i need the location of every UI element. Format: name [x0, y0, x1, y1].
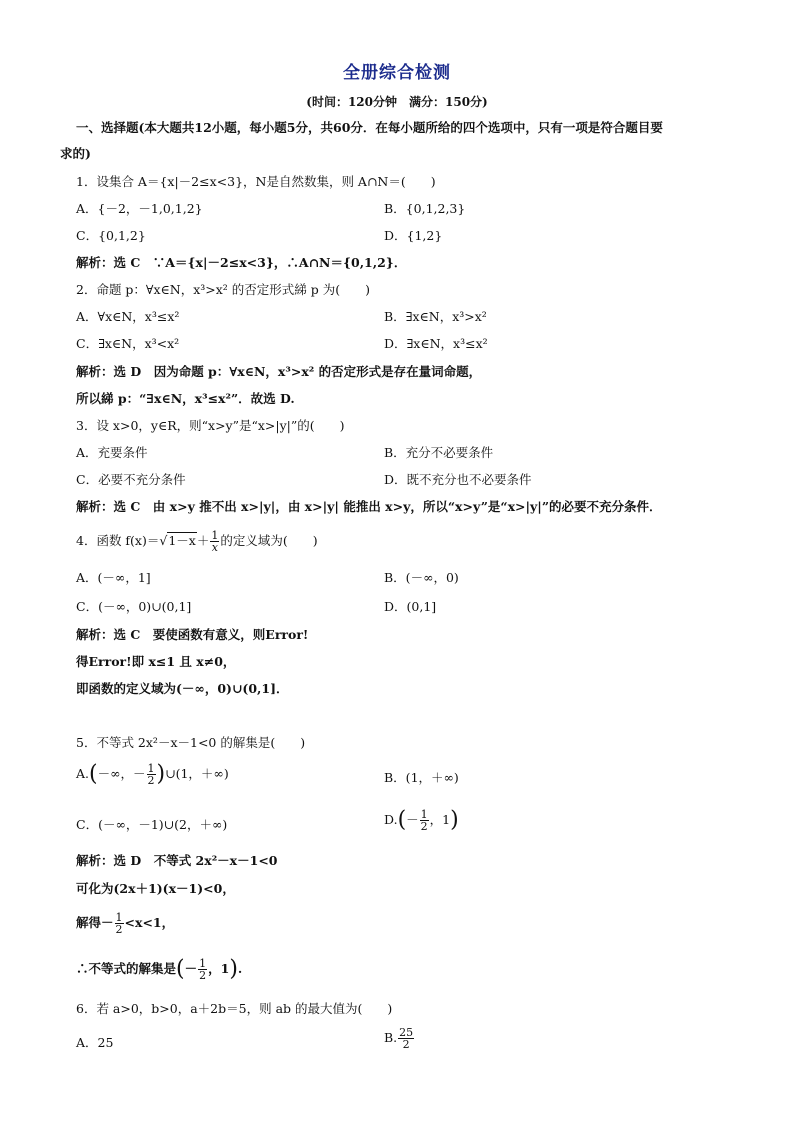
question-4-solution-line1: 解析：选 C 要使函数有意义，则Error!	[76, 627, 309, 642]
question-5-solution-line4	[76, 958, 242, 981]
question-3-solution: 解析：选 C 由 x>y 推不出 x>|y|，由 x>|y| 能推出 x>y，所以“x>y”是“x>|y|”的必要不充分条件．	[76, 499, 662, 514]
right-paren: )	[156, 761, 166, 787]
question-1-stem: 1．设集合 A＝{x|－2≤x<3}，N是自然数集，则 A∩N＝( )	[76, 174, 436, 189]
question-3-option-c: C．必要不充分条件	[76, 472, 186, 487]
question-3-option-b: B．充分不必要条件	[384, 445, 494, 460]
fraction-denominator: x	[211, 541, 218, 554]
q4-plus: ＋	[196, 533, 210, 548]
question-4-stem	[76, 530, 318, 553]
fraction	[198, 958, 207, 981]
fraction-numerator: 1	[211, 529, 219, 542]
question-3-option-a: A．充要条件	[76, 445, 148, 460]
question-4-option-d: D．(0,1]	[384, 599, 437, 614]
fraction-denominator: 2	[199, 969, 207, 982]
fraction-denominator: 2	[147, 774, 155, 787]
fraction-denominator: 2	[420, 820, 428, 833]
question-6-stem: 6．若 a>0，b>0，a＋2b＝5，则 ab 的最大值为( )	[76, 1001, 393, 1016]
question-5-option-d	[384, 809, 459, 832]
sqrt-symbol: √	[159, 533, 168, 548]
fraction-denominator: 2	[115, 923, 123, 936]
fraction	[115, 912, 124, 935]
question-3-option-d: D．既不充分也不必要条件	[384, 472, 532, 487]
option-letter: A.	[76, 766, 90, 781]
solution-text: .	[237, 961, 243, 976]
question-5-stem: 5．不等式 2x²－x－1<0 的解集是( )	[76, 735, 306, 750]
fraction-numerator: 1	[420, 808, 428, 821]
q4-fraction	[210, 530, 219, 553]
fraction-numerator: 1	[199, 957, 207, 970]
question-5-option-b: B．(1，＋∞)	[384, 770, 459, 785]
q4-stem-prefix: 4．函数 f(x)＝	[76, 533, 160, 548]
question-4-option-b: B．(－∞，0)	[384, 570, 459, 585]
interval-part: ，1	[429, 812, 451, 827]
question-5-solution-line1: 解析：选 D 不等式 2x²－x－1<0	[76, 853, 278, 868]
question-5-solution-line2: 可化为(2x＋1)(x－1)<0，	[76, 881, 235, 896]
section-heading-line1: 一、选择题(本大题共12小题，每小题5分，共60分．在每小题所给的四个选项中，只有一项是符合题目要	[76, 120, 663, 135]
question-1-solution: 解析：选 C ∵A＝{x|－2≤x<3}，∴A∩N＝{0,1,2}．	[76, 255, 407, 270]
question-5-option-c: C．(－∞，－1)∪(2，＋∞)	[76, 817, 228, 832]
fraction-denominator: 2	[402, 1038, 410, 1051]
fraction-numerator: 1	[147, 762, 155, 775]
question-2-option-d: D．∃x∈N，x³≤x²	[384, 336, 488, 351]
question-4-option-a: A．(－∞，1]	[76, 570, 151, 585]
question-2-option-b: B．∃x∈N，x³>x²	[384, 309, 487, 324]
solution-text: <x<1，	[124, 915, 175, 930]
question-6-option-a: A．25	[76, 1035, 114, 1050]
question-4-option-c: C．(－∞，0)∪(0,1]	[76, 599, 192, 614]
page-title: 全册综合检测	[343, 63, 451, 83]
section-heading-line2: 求的)	[60, 146, 91, 161]
solution-text: 解得－	[76, 915, 114, 930]
fraction	[398, 1027, 414, 1050]
question-2-option-a: A．∀x∈N，x³≤x²	[76, 309, 180, 324]
question-1-option-c: C．{0,1,2}	[76, 228, 146, 243]
option-letter: B.	[384, 1030, 398, 1045]
interval-part: －∞，－	[97, 766, 146, 781]
question-2-solution-line1: 解析：选 D 因为命题 p：∀x∈N，x³>x² 的否定形式是存在量词命题，	[76, 364, 482, 379]
question-5-solution-line3	[76, 912, 174, 935]
interval-part: ∪(1，＋∞)	[165, 766, 229, 781]
solution-text: ∴不等式的解集是	[76, 961, 177, 976]
interval-part: ，1	[208, 961, 230, 976]
question-1-option-a: A．{－2，－1,0,1,2}	[76, 201, 203, 216]
question-4-solution-line2: 得Error!即 x≤1 且 x≠0，	[76, 654, 236, 669]
left-paren: (	[397, 807, 407, 833]
question-6-option-b	[384, 1027, 415, 1050]
question-4-solution-line3: 即函数的定义域为(－∞，0)∪(0,1]．	[76, 681, 289, 696]
question-2-option-c: C．∃x∈N，x³<x²	[76, 336, 180, 351]
q4-radicand: 1－x	[168, 533, 196, 548]
left-paren: (	[89, 761, 98, 787]
right-paren: )	[450, 807, 459, 833]
question-5-option-a	[76, 763, 229, 786]
fraction	[147, 763, 156, 786]
exam-info: (时间：120分钟 满分：150分)	[306, 95, 488, 109]
question-2-solution-line2: 所以綈 p：“∃x∈N，x³≤x²”．故选 D.	[76, 391, 295, 406]
fraction-numerator: 25	[399, 1026, 414, 1039]
interval-part: －	[184, 961, 198, 976]
question-2-stem: 2．命题 p：∀x∈N，x³>x² 的否定形式綈 p 为( )	[76, 282, 370, 297]
fraction-numerator: 1	[115, 911, 123, 924]
interval-part: －	[406, 812, 419, 827]
left-paren: (	[176, 956, 185, 982]
question-1-option-d: D．{1,2}	[384, 228, 443, 243]
option-letter: D.	[384, 812, 398, 827]
question-3-stem: 3．设 x>0，y∈R，则“x>y”是“x>|y|”的( )	[76, 418, 345, 433]
right-paren: )	[229, 956, 238, 982]
q4-stem-suffix: 的定义域为( )	[220, 533, 318, 548]
question-1-option-b: B．{0,1,2,3}	[384, 201, 466, 216]
fraction	[420, 809, 429, 832]
